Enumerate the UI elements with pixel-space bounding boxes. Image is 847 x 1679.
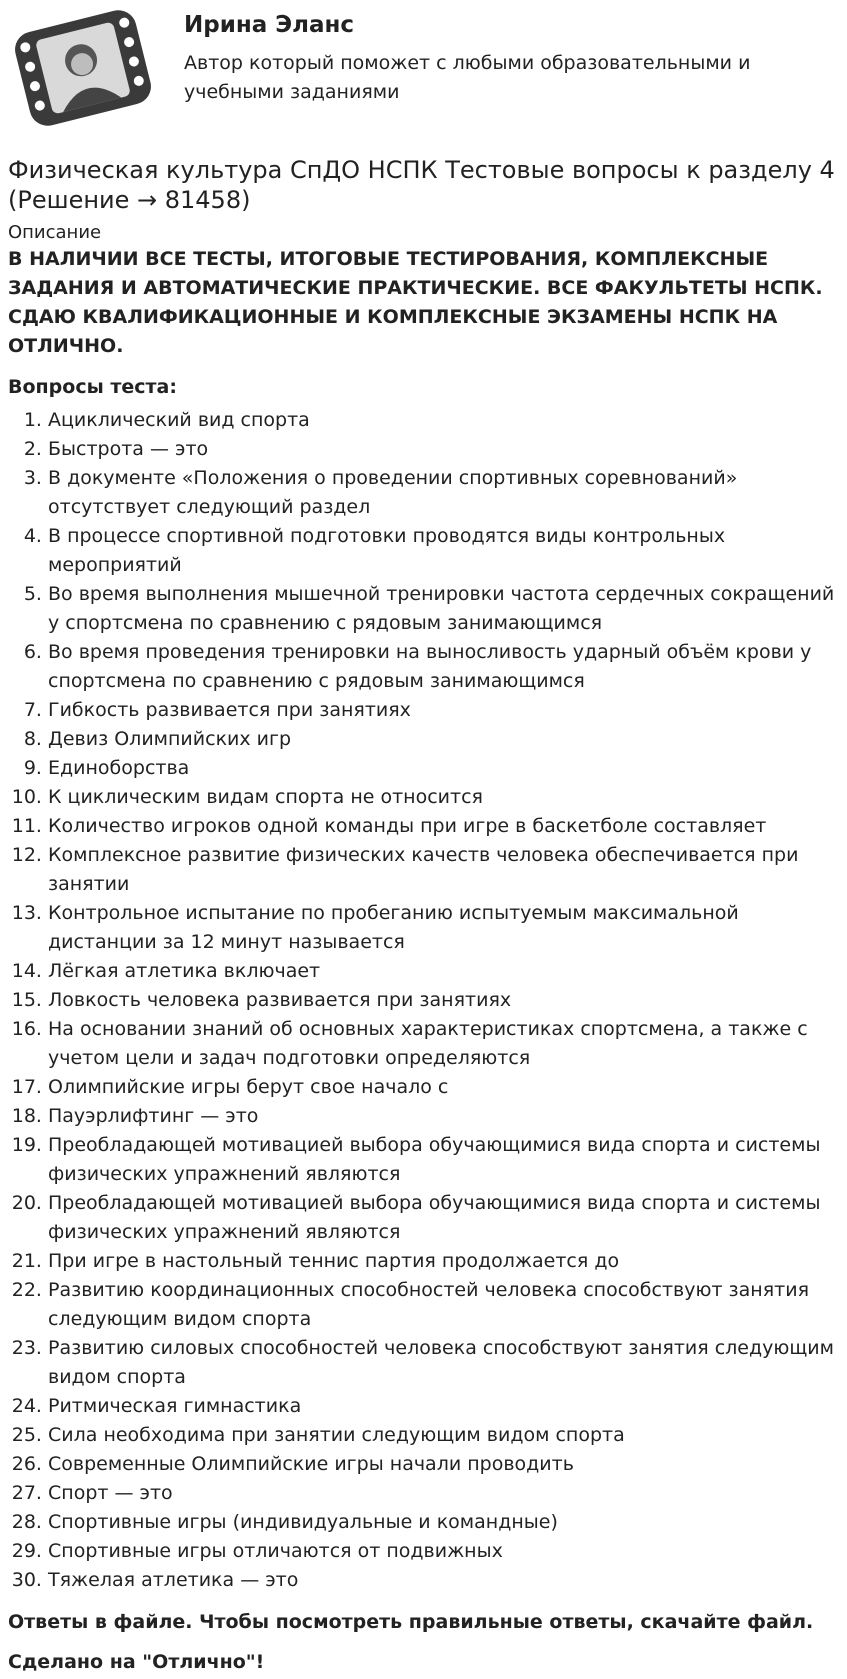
done-note: Сделано на "Отлично"! xyxy=(8,1650,265,1673)
description-label: Описание xyxy=(8,222,102,243)
question-item: 14. Лёгкая атлетика включает xyxy=(48,957,835,986)
question-item: 17. Олимпийские игры берут свое начало с xyxy=(48,1073,835,1102)
author-avatar[interactable] xyxy=(8,8,158,128)
question-item: 27. Спорт — это xyxy=(48,1479,835,1508)
question-item: 8. Девиз Олимпийских игр xyxy=(48,725,835,754)
question-item: 24. Ритмическая гимнастика xyxy=(48,1392,835,1421)
question-item: 3. В документе «Положения о проведении спортивных соревнований» отсутствует следующий раздел xyxy=(48,464,835,522)
question-item: 23. Развитию силовых способностей человека способствуют занятия следующим видом спорта xyxy=(48,1334,835,1392)
question-item: 13. Контрольное испытание по пробеганию испытуемым максимальной дистанции за 12 минут называется xyxy=(48,899,835,957)
author-description: Автор который поможет с любыми образовательными и учебными заданиями xyxy=(184,52,751,104)
question-item: 7. Гибкость развивается при занятиях xyxy=(48,696,835,725)
question-item: 5. Во время выполнения мышечной тренировки частота сердечных сокращений у спортсмена по сравнению с рядовым занимающимся xyxy=(48,580,835,638)
question-item: 9. Единоборства xyxy=(48,754,835,783)
author-info xyxy=(184,8,774,107)
question-item: 16. На основании знаний об основных характеристиках спортсмена, а также с учетом цели и задач подготовки определяются xyxy=(48,1015,835,1073)
author-block xyxy=(8,8,835,132)
page-title: Физическая культура СпДО НСПК Тестовые вопросы к разделу 4 (Решение → 81458) xyxy=(8,156,835,214)
question-item: 21. При игре в настольный теннис партия продолжается до xyxy=(48,1247,835,1276)
question-item: 22. Развитию координационных способностей человека способствуют занятия следующим видом спорта xyxy=(48,1276,835,1334)
question-item: 2. Быстрота — это xyxy=(48,435,835,464)
questions-list xyxy=(8,406,835,1595)
questions-label: Вопросы теста: xyxy=(8,376,177,398)
question-item: 15. Ловкость человека развивается при занятиях xyxy=(48,986,835,1015)
description-text: В НАЛИЧИИ ВСЕ ТЕСТЫ, ИТОГОВЫЕ ТЕСТИРОВАНИЯ, КОМПЛЕКСНЫЕ ЗАДАНИЯ И АВТОМАТИЧЕСКИЕ ПРАКТИЧЕСКИЕ. ВСЕ ФАКУЛЬТЕТЫ НСПК. СДАЮ КВАЛИФИКАЦИОННЫЕ И КОМПЛЕКСНЫЕ ЭКЗАМЕНЫ НСПК НА ОТЛИЧНО. xyxy=(8,248,823,357)
question-item: 10. К циклическим видам спорта не относится xyxy=(48,783,835,812)
question-item: 18. Пауэрлифтинг — это xyxy=(48,1102,835,1131)
film-strip-avatar-icon xyxy=(13,10,153,126)
question-item: 26. Современные Олимпийские игры начали проводить xyxy=(48,1450,835,1479)
question-item: 20. Преобладающей мотивацией выбора обучающимися вида спорта и системы физических упражнений являются xyxy=(48,1189,835,1247)
question-item: 19. Преобладающей мотивацией выбора обучающимися вида спорта и системы физических упражнений являются xyxy=(48,1131,835,1189)
answers-note: Ответы в файле. Чтобы посмотреть правильные ответы, скачайте файл. xyxy=(8,1610,814,1633)
question-item: 30. Тяжелая атлетика — это xyxy=(48,1566,835,1595)
question-item: 25. Сила необходима при занятии следующим видом спорта xyxy=(48,1421,835,1450)
question-item: 6. Во время проведения тренировки на выносливость ударный объём крови у спортсмена по сравнению с рядовым занимающимся xyxy=(48,638,835,696)
question-item: 1. Ациклический вид спорта xyxy=(48,406,835,435)
author-name[interactable]: Ирина Эланс xyxy=(184,12,355,38)
question-item: 4. В процессе спортивной подготовки проводятся виды контрольных мероприятий xyxy=(48,522,835,580)
question-item: 12. Комплексное развитие физических качеств человека обеспечивается при занятии xyxy=(48,841,835,899)
question-item: 29. Спортивные игры отличаются от подвижных xyxy=(48,1537,835,1566)
question-item: 11. Количество игроков одной команды при игре в баскетболе составляет xyxy=(48,812,835,841)
question-item: 28. Спортивные игры (индивидуальные и командные) xyxy=(48,1508,835,1537)
